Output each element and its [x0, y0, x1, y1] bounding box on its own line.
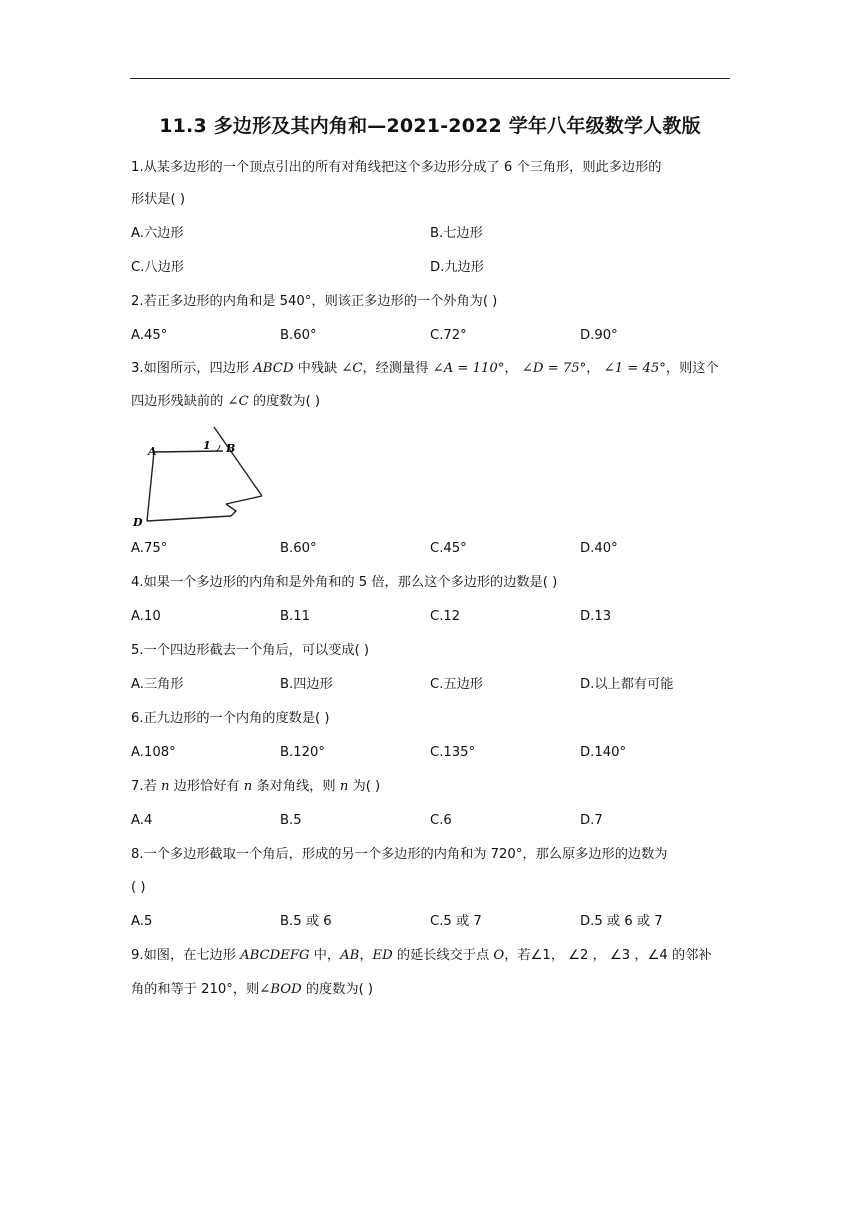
label-angle-1: 1 [203, 439, 211, 452]
q1-option-c: C.八边形 [131, 260, 184, 275]
q6-option-a: A.108° [131, 745, 176, 760]
q6-option-b: B.120° [280, 745, 326, 760]
label-a: A [148, 445, 157, 458]
q4-option-c: C.12 [430, 609, 461, 624]
q3-option-b: B.60° [280, 541, 317, 556]
q3-option-c: C.45° [430, 541, 467, 556]
q4-option-b: B.11 [280, 609, 311, 624]
q8-option-d: D.5 或 6 或 7 [580, 914, 663, 929]
q4-option-a: A.10 [131, 609, 161, 624]
label-d: D [133, 516, 143, 529]
q5-option-b: B.四边形 [280, 677, 333, 692]
q3-stem-line2: 四边形残缺前的 ∠C 的度数为( ) [131, 394, 321, 409]
q7-stem: 7.若 n 边形恰好有 n 条对角线，则 n 为( ) [131, 779, 381, 794]
q8-option-c: C.5 或 7 [430, 914, 482, 929]
q3-quadrilateral-figure [128, 423, 268, 533]
label-b: B [226, 442, 236, 455]
q2-option-c: C.72° [430, 328, 467, 343]
q9-stem-line2: 角的和等于 210°，则∠BOD 的度数为( ) [131, 982, 374, 997]
q1-option-d: D.九边形 [430, 260, 484, 275]
quadrilateral-edges [196, 424, 200, 429]
q1-stem-line2: 形状是( ) [131, 192, 186, 207]
page-title: 11.3 多边形及其内角和—2021-2022 学年八年级数学人教版 [159, 115, 701, 137]
q1-stem-line1: 1.从某多边形的一个顶点引出的所有对角线把这个多边形分成了 6 个三角形，则此多边形的 [131, 160, 662, 175]
q7-option-b: B.5 [280, 813, 302, 828]
q2-option-b: B.60° [280, 328, 317, 343]
q1-option-b: B.七边形 [430, 226, 483, 241]
q6-option-d: D.140° [580, 745, 627, 760]
q4-stem: 4.如果一个多边形的内角和是外角和的 5 倍，那么这个多边形的边数是( ) [131, 575, 558, 590]
q6-stem: 6.正九边形的一个内角的度数是( ) [131, 711, 330, 726]
q2-option-a: A.45° [131, 328, 168, 343]
q7-option-c: C.6 [430, 813, 452, 828]
q6-option-c: C.135° [430, 745, 476, 760]
q5-option-c: C.五边形 [430, 677, 483, 692]
q5-option-d: D.以上都有可能 [580, 677, 674, 692]
q8-option-a: A.5 [131, 914, 153, 929]
q2-stem: 2.若正多边形的内角和是 540°，则该正多边形的一个外角为( ) [131, 294, 498, 309]
q7-option-d: D.7 [580, 813, 603, 828]
q8-stem-line1: 8.一个多边形截取一个角后，形成的另一个多边形的内角和为 720°，那么原多边形的边数为 [131, 847, 668, 862]
q1-option-a: A.六边形 [131, 226, 184, 241]
q8-option-b: B.5 或 6 [280, 914, 332, 929]
q3-option-a: A.75° [131, 541, 168, 556]
q9-stem-line1: 9.如图，在七边形 ABCDEFG 中，AB，ED 的延长线交于点 O，若∠1， ∠2 ， ∠3 ，∠4 的邻补 [131, 948, 712, 963]
q5-stem: 5.一个四边形截去一个角后，可以变成( ) [131, 643, 370, 658]
q7-option-a: A.4 [131, 813, 153, 828]
q2-option-d: D.90° [580, 328, 618, 343]
q3-option-d: D.40° [580, 541, 618, 556]
q3-stem-line1: 3.如图所示，四边形 ABCD 中残缺 ∠C，经测量得 ∠A = 110°， ∠D = 75°， ∠1 = 45°，则这个 [131, 361, 719, 376]
q4-option-d: D.13 [580, 609, 612, 624]
q5-option-a: A.三角形 [131, 677, 184, 692]
header-rule [130, 78, 730, 79]
q8-stem-line2: ( ) [131, 880, 146, 895]
